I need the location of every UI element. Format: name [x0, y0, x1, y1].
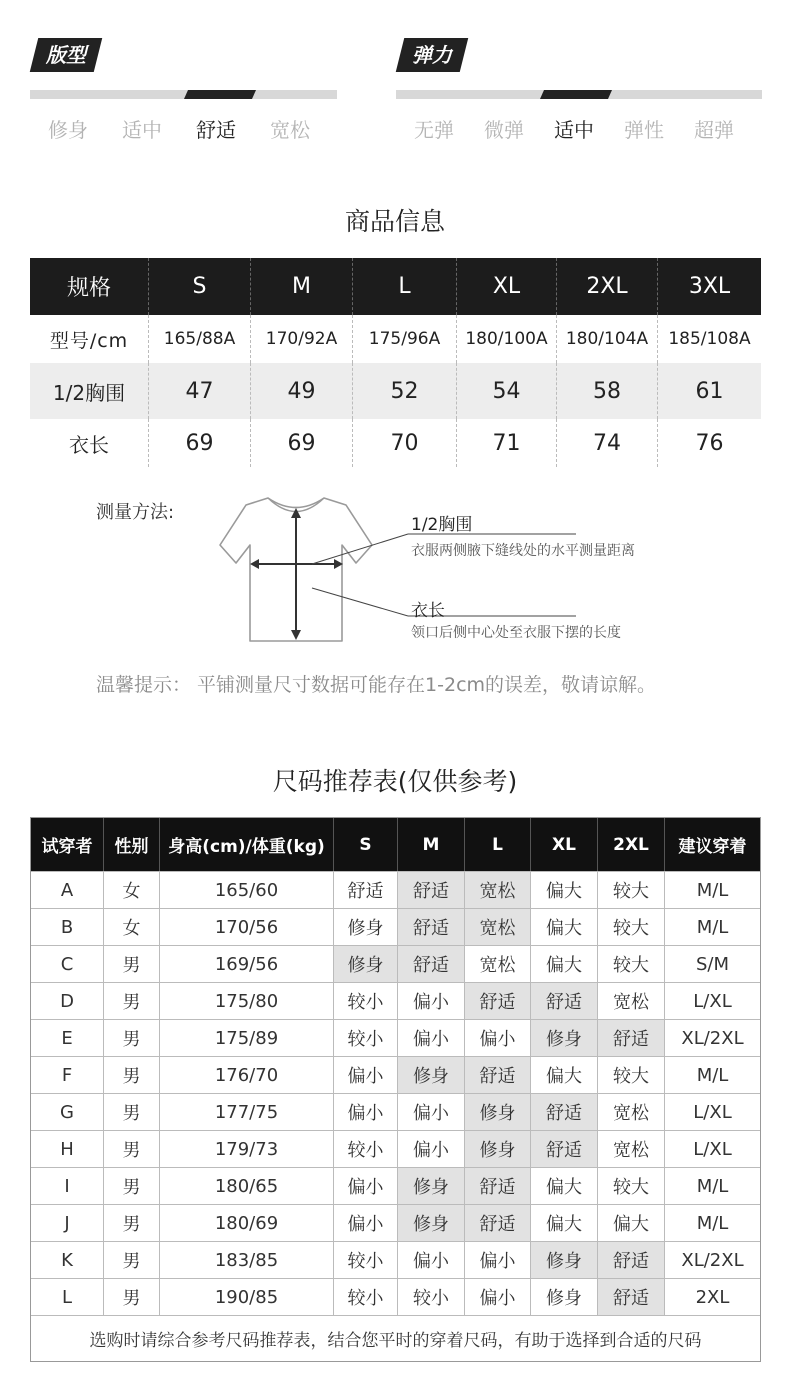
chest-title: 1/2胸围	[411, 515, 473, 535]
stretch-option: 微弹	[484, 118, 524, 142]
table-cell: 偏小	[464, 1241, 530, 1278]
table-cell: 修身	[333, 908, 397, 945]
table-cell: 较小	[333, 1241, 397, 1278]
table-row	[31, 908, 760, 945]
tip-text: 温馨提示： 平铺测量尺寸数据可能存在1-2cm的误差，敬请谅解。	[96, 674, 657, 696]
table-cell: L/XL	[664, 982, 760, 1019]
table-cell: XL	[530, 818, 597, 871]
table-cell: 舒适	[333, 871, 397, 908]
table-cell: 舒适	[464, 1056, 530, 1093]
table-cell: 偏大	[530, 945, 597, 982]
table-cell: 较小	[333, 1019, 397, 1056]
table-cell: 男	[103, 982, 159, 1019]
table-cell: I	[31, 1167, 103, 1204]
table-cell: 183/85	[159, 1241, 333, 1278]
table-cell: 舒适	[530, 1130, 597, 1167]
table-cell: 男	[103, 1093, 159, 1130]
table-cell: 修身	[333, 945, 397, 982]
table-cell: 女	[103, 908, 159, 945]
table-cell: G	[31, 1093, 103, 1130]
table-cell: M/L	[664, 871, 760, 908]
table-cell: H	[31, 1130, 103, 1167]
recommend-title: 尺码推荐表(仅供参考)	[272, 767, 518, 796]
table-cell: 舒适	[397, 908, 464, 945]
table-cell: 190/85	[159, 1278, 333, 1315]
table-cell: 180/65	[159, 1167, 333, 1204]
table-cell: J	[31, 1204, 103, 1241]
table-cell: 修身	[530, 1278, 597, 1315]
table-cell: 修身	[464, 1093, 530, 1130]
stretch-option: 弹性	[624, 118, 664, 142]
table-cell: 舒适	[397, 945, 464, 982]
table-cell: 偏小	[333, 1056, 397, 1093]
table-row	[31, 1241, 760, 1278]
table-cell: 169/56	[159, 945, 333, 982]
table-cell: 修身	[397, 1056, 464, 1093]
table-cell: 修身	[397, 1204, 464, 1241]
table-cell: S	[333, 818, 397, 871]
recommend-footer: 选购时请综合参考尺码推荐表，结合您平时的穿着尺码，有助于选择到合适的尺码	[31, 1315, 760, 1361]
table-cell: 170/92A	[250, 315, 352, 363]
table-cell: 偏小	[333, 1093, 397, 1130]
table-cell: 建议穿着	[664, 818, 760, 871]
table-cell: 179/73	[159, 1130, 333, 1167]
table-cell: XL/2XL	[664, 1019, 760, 1056]
table-cell: 宽松	[464, 871, 530, 908]
table-row	[31, 1278, 760, 1315]
table-cell: L	[31, 1278, 103, 1315]
table-cell: 71	[456, 419, 556, 467]
table-cell: D	[31, 982, 103, 1019]
table-cell: 宽松	[597, 1093, 664, 1130]
table-cell: 175/80	[159, 982, 333, 1019]
fit-scale-bar	[30, 90, 337, 99]
table-cell: S	[148, 258, 250, 315]
table-cell: 舒适	[530, 982, 597, 1019]
stretch-title: 弹力	[412, 43, 452, 67]
table-cell: 165/60	[159, 871, 333, 908]
table-cell: M/L	[664, 1056, 760, 1093]
table-cell: 舒适	[597, 1019, 664, 1056]
table-cell: L	[352, 258, 456, 315]
table-cell: 偏大	[597, 1204, 664, 1241]
table-cell: F	[31, 1056, 103, 1093]
table-row	[31, 1130, 760, 1167]
fit-option: 舒适	[196, 118, 236, 142]
table-cell: 偏小	[464, 1019, 530, 1056]
fit-option: 宽松	[270, 118, 310, 142]
info-header-row	[30, 258, 761, 315]
length-desc: 领口后侧中心处至衣服下摆的长度	[411, 625, 621, 641]
table-cell: 修身	[397, 1167, 464, 1204]
table-cell: 男	[103, 945, 159, 982]
table-cell: L/XL	[664, 1130, 760, 1167]
table-cell: 175/89	[159, 1019, 333, 1056]
table-cell: 3XL	[657, 258, 761, 315]
stretch-option: 无弹	[414, 118, 454, 142]
table-cell: 宽松	[597, 1130, 664, 1167]
stretch-option: 适中	[554, 118, 594, 142]
table-row	[31, 945, 760, 982]
table-cell: 偏大	[530, 871, 597, 908]
table-cell: 54	[456, 363, 556, 419]
table-cell: XL	[456, 258, 556, 315]
table-cell: 偏小	[397, 1019, 464, 1056]
table-cell: 修身	[530, 1019, 597, 1056]
table-cell: 74	[556, 419, 657, 467]
table-cell: 女	[103, 871, 159, 908]
table-cell: 身高(cm)/体重(kg)	[159, 818, 333, 871]
table-cell: 男	[103, 1278, 159, 1315]
table-cell: 69	[148, 419, 250, 467]
table-cell: 偏小	[333, 1204, 397, 1241]
table-row	[30, 419, 761, 467]
table-cell: 2XL	[664, 1278, 760, 1315]
table-cell: 舒适	[597, 1241, 664, 1278]
table-cell: 型号/cm	[49, 329, 129, 352]
table-cell: 规格	[66, 276, 111, 301]
table-cell: 男	[103, 1019, 159, 1056]
recommend-header-row	[31, 818, 760, 871]
table-cell: 较小	[333, 982, 397, 1019]
table-cell: 180/104A	[556, 315, 657, 363]
table-row	[31, 1056, 760, 1093]
table-cell: 70	[352, 419, 456, 467]
chest-desc: 衣服两侧腋下缝线处的水平测量距离	[411, 543, 635, 559]
table-cell: M/L	[664, 1204, 760, 1241]
table-row	[31, 1019, 760, 1056]
fit-option: 适中	[122, 118, 162, 142]
table-cell: 修身	[464, 1130, 530, 1167]
table-cell: M	[250, 258, 352, 315]
table-cell: 男	[103, 1056, 159, 1093]
table-row	[31, 982, 760, 1019]
table-cell: 舒适	[397, 871, 464, 908]
table-cell: C	[31, 945, 103, 982]
table-cell: L/XL	[664, 1093, 760, 1130]
table-cell: 76	[657, 419, 761, 467]
fit-badge	[30, 38, 102, 72]
table-row	[31, 1093, 760, 1130]
fit-title: 版型	[46, 43, 86, 67]
table-row	[31, 1167, 760, 1204]
length-title: 衣长	[411, 601, 445, 621]
table-cell: B	[31, 908, 103, 945]
table-cell: 舒适	[464, 1204, 530, 1241]
table-cell: 修身	[530, 1241, 597, 1278]
table-cell: 较小	[333, 1130, 397, 1167]
table-cell: 较小	[397, 1278, 464, 1315]
table-cell: 175/96A	[352, 315, 456, 363]
table-cell: S/M	[664, 945, 760, 982]
table-cell: 170/56	[159, 908, 333, 945]
table-cell: 男	[103, 1241, 159, 1278]
fit-scale	[30, 38, 337, 142]
stretch-scale	[396, 38, 762, 142]
table-cell: E	[31, 1019, 103, 1056]
table-cell: 舒适	[464, 1167, 530, 1204]
table-cell: 舒适	[597, 1278, 664, 1315]
stretch-badge	[396, 38, 468, 72]
measure-label: 测量方法:	[96, 502, 175, 523]
table-cell: 2XL	[597, 818, 664, 871]
table-cell: 性别	[103, 818, 159, 871]
recommend-table	[30, 817, 761, 1362]
table-row	[30, 363, 761, 419]
table-cell: K	[31, 1241, 103, 1278]
table-cell: 男	[103, 1204, 159, 1241]
table-cell: 衣长	[69, 432, 109, 457]
table-cell: 偏小	[333, 1167, 397, 1204]
table-cell: M	[397, 818, 464, 871]
table-cell: 165/88A	[148, 315, 250, 363]
table-cell: 185/108A	[657, 315, 761, 363]
table-cell: 较小	[333, 1278, 397, 1315]
table-cell: 较大	[597, 1056, 664, 1093]
table-cell: A	[31, 871, 103, 908]
table-cell: 偏大	[530, 1204, 597, 1241]
table-cell: 偏小	[397, 1130, 464, 1167]
table-cell: L	[464, 818, 530, 871]
stretch-scale-marker	[540, 90, 612, 99]
table-cell: 偏小	[397, 982, 464, 1019]
table-row	[30, 315, 761, 363]
table-row	[31, 871, 760, 908]
table-cell: 177/75	[159, 1093, 333, 1130]
product-info-title: 商品信息	[344, 207, 445, 236]
table-cell: 较大	[597, 945, 664, 982]
table-cell: 宽松	[597, 982, 664, 1019]
table-cell: 偏小	[397, 1093, 464, 1130]
table-cell: 宽松	[464, 908, 530, 945]
table-cell: 69	[250, 419, 352, 467]
fit-scale-marker	[184, 90, 256, 99]
table-cell: 偏大	[530, 1056, 597, 1093]
table-cell: 61	[657, 363, 761, 419]
table-cell: 男	[103, 1167, 159, 1204]
table-cell: M/L	[664, 1167, 760, 1204]
table-cell: 52	[352, 363, 456, 419]
table-cell: 较大	[597, 908, 664, 945]
table-cell: 偏小	[397, 1241, 464, 1278]
table-cell: 男	[103, 1130, 159, 1167]
table-cell: 1/2胸围	[52, 380, 126, 405]
table-cell: 2XL	[556, 258, 657, 315]
stretch-option: 超弹	[694, 118, 734, 142]
table-cell: 试穿者	[31, 818, 103, 871]
table-row	[31, 1204, 760, 1241]
table-cell: 宽松	[464, 945, 530, 982]
table-cell: 58	[556, 363, 657, 419]
table-cell: 偏大	[530, 1167, 597, 1204]
table-cell: M/L	[664, 908, 760, 945]
table-cell: 舒适	[464, 982, 530, 1019]
product-info-table	[30, 258, 761, 467]
table-cell: 47	[148, 363, 250, 419]
table-cell: 176/70	[159, 1056, 333, 1093]
fit-option: 修身	[48, 118, 88, 142]
table-cell: 较大	[597, 871, 664, 908]
table-cell: 偏小	[464, 1278, 530, 1315]
table-cell: 舒适	[530, 1093, 597, 1130]
table-cell: 较大	[597, 1167, 664, 1204]
table-cell: 180/100A	[456, 315, 556, 363]
table-cell: 180/69	[159, 1204, 333, 1241]
table-cell: XL/2XL	[664, 1241, 760, 1278]
table-cell: 偏大	[530, 908, 597, 945]
table-cell: 49	[250, 363, 352, 419]
